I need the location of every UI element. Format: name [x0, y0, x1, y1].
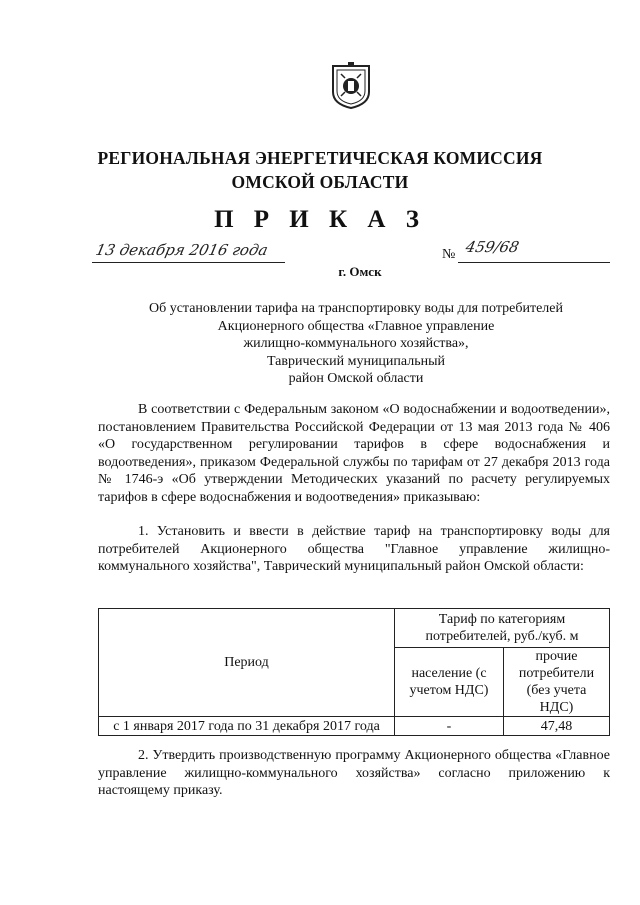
cell-other-consumers: 47,48: [504, 717, 610, 736]
tariff-table: [98, 608, 610, 736]
handwritten-number: 459/68: [464, 238, 521, 256]
organization-name-line1: РЕГИОНАЛЬНАЯ ЭНЕРГЕТИЧЕСКАЯ КОМИССИЯ: [97, 148, 543, 168]
document-type-title: П Р И К А З: [214, 206, 426, 233]
table-row: [99, 717, 610, 736]
subject-line: Акционерного общества «Главное управление: [217, 318, 495, 334]
cell-population: -: [395, 717, 504, 736]
preamble-paragraph: В соответствии с Федеральным законом «О водоснабжении и водоотведении», постановлением Правительства Российской Федерации от 13 мая 2013 года № 406 «О государственном регулировании тарифов в сфере водоснабжения и водоотведения», приказом Федеральной службы по тарифам от 27 декабря 2013 года № 1746-э «Об утверждении Методических указаний по расчету регулируемых тарифов в сфере водоснабжения и водоотведения» приказываю:: [98, 402, 610, 505]
item-1-paragraph: 1. Установить и ввести в действие тариф на транспортировку воды для потребителей Акционерного общества "Главное управление жилищно-коммунального хозяйства", Таврический муниципальный район Омской области:: [98, 524, 610, 574]
date-underline: [92, 262, 285, 263]
item-2-paragraph: 2. Утвердить производственную программу Акционерного общества «Главное управление жилищно-коммунального хозяйства» согласно приложению к настоящему приказу.: [98, 748, 610, 798]
document-subject: [0, 300, 640, 388]
subject-line: Об установлении тарифа на транспортировку воды для потребителей: [148, 301, 563, 316]
city-name: г. Омск: [338, 264, 382, 279]
number-underline: [458, 262, 610, 263]
cell-period: с 1 января 2017 года по 31 декабря 2017 года: [99, 717, 395, 736]
subject-line: жилищно-коммунального хозяйства»,: [243, 336, 469, 351]
header-population: население (с учетом НДС): [395, 648, 504, 717]
header-tariff-group: Тариф по категориям потребителей, руб./куб. м: [395, 609, 610, 648]
header-other-consumers: прочие потребители (без учета НДС): [504, 648, 610, 717]
header-period: Период: [99, 609, 395, 717]
coat-of-arms-emblem: [331, 62, 371, 110]
handwritten-date: 13 декабря 2016 года: [94, 241, 270, 259]
subject-line: район Омской области: [288, 371, 424, 386]
subject-line: Таврический муниципальный: [266, 353, 446, 369]
organization-name-line2: ОМСКОЙ ОБЛАСТИ: [231, 172, 409, 192]
number-sign: №: [442, 247, 456, 262]
